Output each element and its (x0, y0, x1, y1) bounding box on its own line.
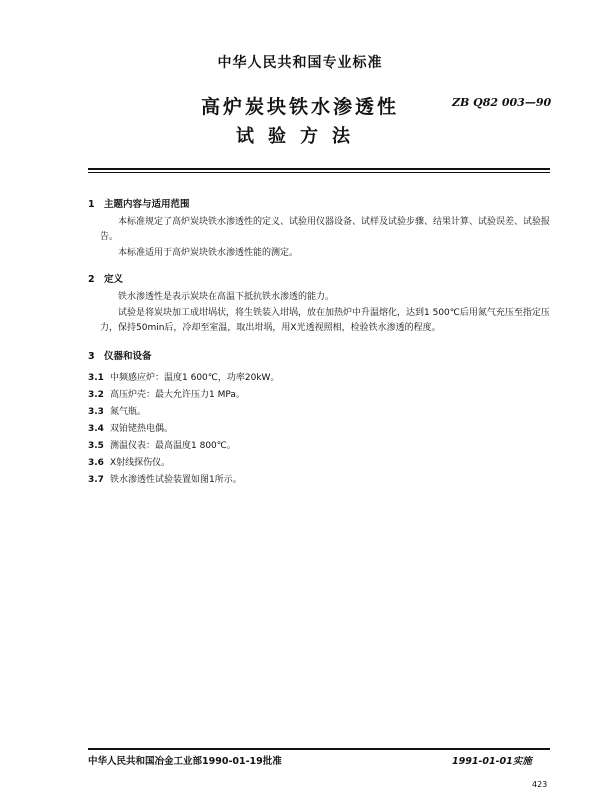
item-number: 3.3 (88, 407, 104, 417)
header-divider-thin (88, 172, 550, 173)
list-item (88, 455, 170, 468)
section-heading-1 (88, 196, 190, 210)
approval-note: 中华人民共和国冶金工业部1990-01-19批准 (88, 756, 282, 767)
item-text: 高压炉壳：最大允许压力1 MPa。 (110, 390, 245, 400)
section-2-paragraph-2: 试验是将炭块加工成坩埚状，将生铁装入坩埚，放在加热炉中升温熔化，达到1 500℃后用氮气充压至指定压力，保持50min后，冷却至室温，取出坩埚，用X光透视照相，检验铁水渗透的程度。 (100, 308, 550, 333)
item-number: 3.5 (88, 441, 104, 451)
section-1-paragraph-1: 本标准规定了高炉炭块铁水渗透性的定义、试验用仪器设备、试样及试验步骤、结果计算、试验误差、试验报告。 (100, 217, 551, 242)
item-text: 氮气瓶。 (110, 407, 147, 417)
item-number: 3.4 (88, 424, 104, 434)
list-item (88, 387, 245, 400)
item-number: 3.2 (88, 390, 104, 400)
item-text: 铁水渗透性试验装置如图1所示。 (110, 475, 242, 485)
implementation-date: 1991-01-01实施 (452, 756, 532, 767)
list-item (88, 404, 146, 417)
item-number: 3.1 (88, 373, 104, 383)
item-text: 中频感应炉：温度1 600℃，功率20kW。 (110, 373, 280, 383)
document-title-line2: 试验方法 (236, 126, 364, 147)
list-item (88, 370, 279, 383)
national-standard-label: 中华人民共和国专业标准 (217, 55, 383, 71)
list-item (88, 438, 236, 451)
section-title: 仪器和设备 (104, 351, 152, 362)
section-1-paragraph-2: 本标准适用于高炉炭块铁水渗透性能的测定。 (118, 248, 299, 258)
item-text: 测温仪表：最高温度1 800℃。 (110, 441, 236, 451)
item-text: 双铂铑热电偶。 (110, 424, 174, 434)
standard-code: ZB Q82 003—90 (452, 96, 552, 109)
item-number: 3.6 (88, 458, 104, 468)
section-title: 主题内容与适用范围 (104, 199, 190, 210)
list-item (88, 421, 173, 434)
section-number: 3 (88, 351, 95, 362)
section-number: 1 (88, 199, 95, 210)
header-divider (88, 168, 550, 170)
section-heading-2 (88, 271, 123, 285)
footer-divider (88, 748, 550, 750)
document-title-line1: 高炉炭块铁水渗透性 (200, 96, 399, 118)
item-text: X射线探伤仪。 (110, 458, 171, 468)
section-heading-3 (88, 348, 152, 362)
list-item (88, 472, 242, 485)
item-number: 3.7 (88, 475, 104, 485)
page-number: 423 (532, 780, 548, 789)
section-title: 定义 (104, 274, 124, 285)
section-2-paragraph-1: 铁水渗透性是表示炭块在高温下抵抗铁水渗透的能力。 (118, 292, 335, 302)
section-number: 2 (88, 274, 95, 285)
